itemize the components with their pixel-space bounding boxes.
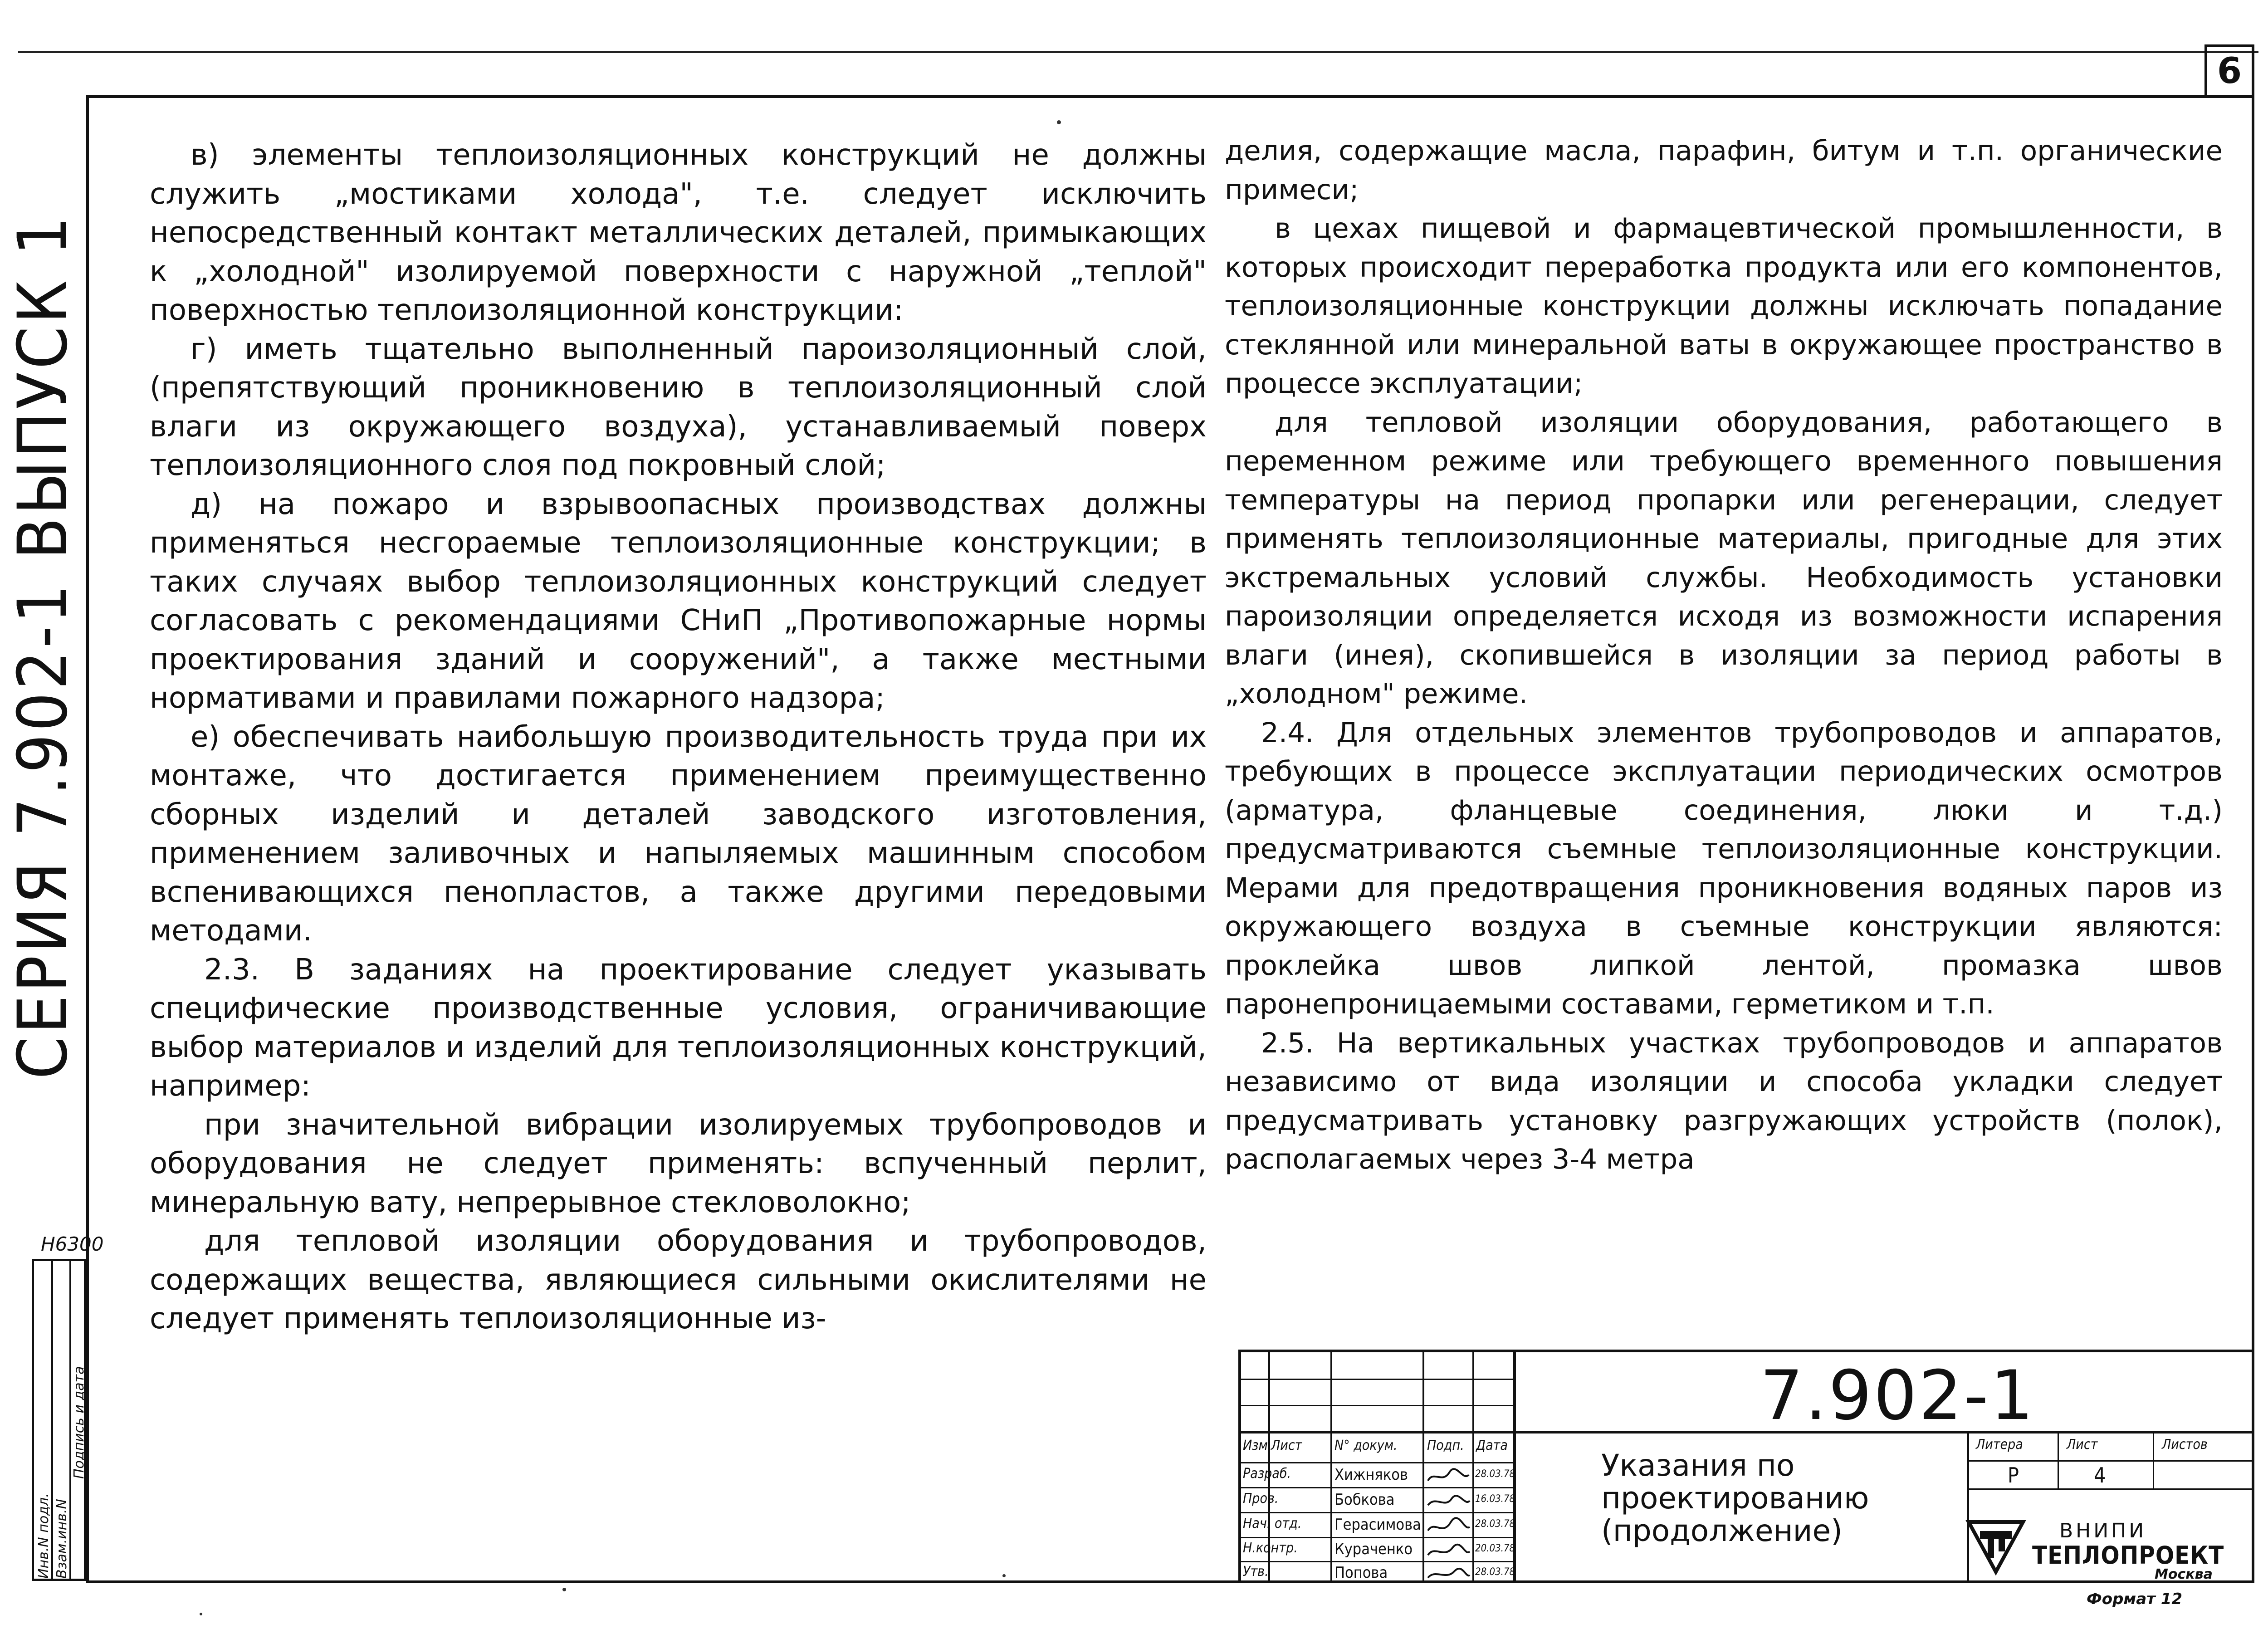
name-1: Бобкова bbox=[1334, 1491, 1395, 1509]
sheet-number: 6 bbox=[2204, 44, 2254, 98]
date-1: 16.03.78 bbox=[1475, 1493, 1515, 1505]
paragraph-v: в) элементы теплоизоляционных конструкций не должны служить „мостиками холода", т.е. следует исключить непосредственный контакт металлических деталей, примыкающих к „холодной" изолируемой поверхности с наружной „теплой" поверхностью теплоизоляционной конструкции: bbox=[150, 138, 1207, 327]
side-series-label bbox=[0, 68, 86, 1225]
litera-label: Литера bbox=[1976, 1437, 2023, 1453]
paragraph-d: д) на пожаро и взрывоопасных производствах должны применяться несгораемые теплоизоляционные конструкции; в таких случаях выбор теплоизоляционных конструкций следует согласовать с рекомендациями СНиП „Противопожарные нормы проектирования зданий и сооружений", а также местными нормативами и правилами пожарного надзора; bbox=[150, 487, 1207, 715]
role-0: Разраб. bbox=[1243, 1466, 1291, 1482]
list-label: Лист bbox=[2067, 1437, 2098, 1453]
side-stamp-strip bbox=[32, 1259, 86, 1581]
role-2: Нач. отд. bbox=[1243, 1516, 1302, 1531]
date-4: 28.03.78 bbox=[1475, 1566, 1515, 1578]
format-label: Формат 12 bbox=[2087, 1590, 2183, 1608]
right-text-column bbox=[1225, 132, 2223, 1179]
paragraph-vibration: при значительной вибрации изолируемых трубопроводов и оборудования не следует применять: вспученный перлит, минеральную вату, непрерывное стекловолокно; bbox=[150, 1108, 1207, 1219]
name-3: Кураченко bbox=[1334, 1540, 1413, 1558]
hdr-doc: N° докум. bbox=[1334, 1438, 1398, 1453]
name-4: Попова bbox=[1334, 1564, 1388, 1582]
name-0: Хижняков bbox=[1334, 1466, 1408, 1484]
list-value: 4 bbox=[2094, 1463, 2106, 1487]
date-3: 20.03.78 bbox=[1475, 1543, 1515, 1554]
scan-speck bbox=[1057, 120, 1061, 124]
left-text-column bbox=[150, 136, 1207, 1339]
side-series-text: СЕРИЯ 7.902-1 ВЫПУСК 1 bbox=[4, 213, 83, 1080]
paragraph-variable-mode: для тепловой изоляции оборудования, работающего в переменном режиме или требующего временного повышения температуры на период пропарки или регенерации, следует применять теплоизоляционные материалы, пригодные для этих экстремальных условий службы. Необходимость установки пароизоляции определяется исходя из возможности испарения влаги (инея), скопившейся в изоляции за период работы в „холодном" режиме. bbox=[1225, 406, 2223, 710]
strip-sign-label: Подпись и дата bbox=[71, 1366, 87, 1479]
inventory-code: Н6300 bbox=[41, 1233, 104, 1255]
paragraph-food-industry: в цехах пищевой и фармацевтической промышленности, в которых происходит переработка продукта или его компонентов, теплоизоляционные конструкции должны исключать попадание стеклянной или минеральной ваты в окружающее пространство в процессе эксплуатации; bbox=[1225, 212, 2223, 400]
org-city: Москва bbox=[2155, 1566, 2213, 1582]
paragraph-oxidizers: для тепловой изоляции оборудования и трубопроводов, содержащих вещества, являющиеся сильными окислителями не следует применять теплоизоляционные из- bbox=[150, 1224, 1207, 1336]
top-rule bbox=[18, 51, 2258, 53]
scan-speck bbox=[562, 1588, 566, 1591]
document-title: Указания по проектированию (продолжение) bbox=[1601, 1448, 1869, 1548]
role-4: Утв. bbox=[1243, 1564, 1269, 1580]
scan-speck bbox=[1002, 1574, 1006, 1577]
document-number: 7.902-1 bbox=[1760, 1356, 2035, 1435]
teploproekt-logo-icon bbox=[1964, 1517, 2028, 1576]
date-0: 28.03.78 bbox=[1475, 1468, 1515, 1480]
hdr-sign: Подп. bbox=[1427, 1438, 1464, 1453]
role-1: Пров. bbox=[1243, 1491, 1279, 1507]
strip-inv-label: Инв.N подл. bbox=[36, 1493, 52, 1579]
hdr-izm: Изм bbox=[1243, 1438, 1268, 1453]
org-name-1: ВНИПИ bbox=[2059, 1519, 2147, 1542]
hdr-date: Дата bbox=[1476, 1438, 1508, 1453]
litera-value: Р bbox=[2008, 1463, 2019, 1487]
hdr-list: Лист bbox=[1271, 1438, 1302, 1453]
paragraph-2-5: 2.5. На вертикальных участках трубопроводов и аппаратов независимо от вида изоляции и способа укладки следует предусматривать установку разгружающих устройств (полок), располагаемых через 3-4 метра bbox=[1225, 1027, 2223, 1175]
paragraph-2-3: 2.3. В заданиях на проектирование следует указывать специфические производственные условия, ограничивающие выбор материалов и изделий для теплоизоляционных конструкций, например: bbox=[150, 953, 1207, 1103]
org-name-2: ТЕПЛОПРОЕКТ bbox=[2032, 1541, 2224, 1570]
scan-speck bbox=[200, 1613, 202, 1615]
paragraph-2-4: 2.4. Для отдельных элементов трубопроводов и аппаратов, требующих в процессе эксплуатации периодических осмотров (арматура, фланцевые соединения, люки и т.д.) предусматриваются съемные теплоизоляционные конструкции. Мерами для предотвращения проникновения водяных паров из окружающего воздуха в съемные конструкции являются: проклейка швов липкой лентой, промазка швов паронепроницаемыми составами, герметиком и т.п. bbox=[1225, 716, 2223, 1020]
date-2: 28.03.78 bbox=[1475, 1518, 1515, 1530]
strip-swap-label: Взам.инв.N bbox=[54, 1499, 70, 1579]
paragraph-g: г) иметь тщательно выполненный пароизоляционный слой, (препятствующий проникновению в теплоизоляционный слой влаги из окружающего воздуха), устанавливаемый поверх теплоизоляционного слоя под покровный слой; bbox=[150, 332, 1207, 482]
organization-logo bbox=[1964, 1513, 2254, 1583]
name-2: Герасимова bbox=[1334, 1516, 1421, 1534]
signatures bbox=[1424, 1463, 1472, 1581]
paragraph-e: е) обеспечивать наибольшую производительность труда при их монтаже, что достигается применением преимущественно сборных изделий и деталей заводского изготовления, применением заливочных и напыляемых машинным способом вспенивающихся пенопластов, а также другими передовыми методами. bbox=[150, 720, 1207, 948]
role-3: Н.контр. bbox=[1243, 1540, 1298, 1556]
paragraph-continued: делия, содержащие масла, парафин, битум и т.п. органические примеси; bbox=[1225, 135, 2223, 206]
lists-label: Листов bbox=[2162, 1437, 2208, 1453]
